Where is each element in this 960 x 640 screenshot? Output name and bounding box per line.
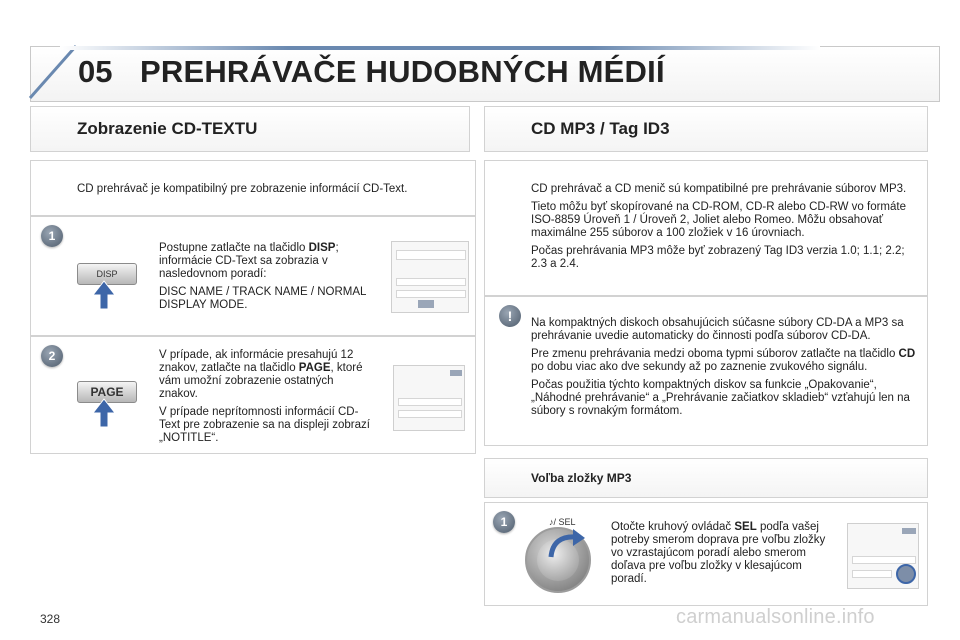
step2-text: V prípade, ak informácie presahujú 12 znakov, zatlačte na tlačidlo PAGE, ktoré vám umožní zobrazenie ostatných znakov. V prípade neprítomnosti informácií CD-Text pre zobrazenie sa na displeji zobrazí „NOTITLE“. [159, 349, 370, 444]
page-number: 328 [40, 612, 61, 626]
section-title-mp3: CD MP3 / Tag ID3 [531, 119, 670, 138]
step-number-badge: 1 [41, 225, 63, 247]
chapter-title: PREHRÁVAČE HUDOBNÝCH MÉDIÍ [140, 54, 665, 89]
intro-panel [30, 160, 476, 216]
warning-icon: ! [499, 305, 521, 327]
step1-text: Postupne zatlačte na tlačidlo DISP; informácie CD-Text sa zobrazia v nasledovnom poradí: DISC NAME / TRACK NAME / NORMAL DISPLAY MODE. [159, 242, 367, 311]
sel-knob-label: ♪/ SEL [549, 517, 576, 527]
disp-button-illustration: DISP [77, 263, 137, 285]
step2-panel [30, 336, 476, 454]
radio-panel-illustration [847, 523, 919, 589]
mp3-info-panel [484, 160, 928, 296]
mp3-info-text: CD prehrávač a CD menič sú kompatibilné pre prehrávanie súborov MP3. Tieto môžu byť skopírované na CD-ROM, CD-R alebo CD-RW vo formáte ISO-8859 Úroveň 1 / Úroveň 2, Joliet alebo Romeo. Môžu obsahovať maximálne 255 súborov a 100 zložiek v 16 úrovniach. Počas prehrávania MP3 môže byť zobrazený Tag ID3 verzia 1.0; 1.1; 2.2; 2.3 a 2.4. [531, 183, 907, 270]
header-accent-bar [60, 46, 820, 50]
press-arrow-icon [89, 397, 119, 429]
page-button-illustration: PAGE [77, 381, 137, 403]
step-number-badge: 1 [493, 511, 515, 533]
chapter-number: 05 [78, 54, 113, 89]
step1-panel [30, 216, 476, 336]
subsection-title: Voľba zložky MP3 [531, 471, 632, 485]
warning-text: Na kompaktných diskoch obsahujúcich súčasne súbory CD-DA a MP3 sa prehrávanie uvedie automaticky do činnosti podľa súborov CD-DA. Pre zmenu prehrávania medzi oboma typmi súborov zatlačte na tlačidlo CD po dobu viac ako dve sekundy až po zaznenie zvukového signálu. Počas použitia týchto kompaktných diskov sa funkcie „Opakovanie“, „Náhodné prehrávanie“ a „Prehrávanie začiatkov skladieb“ vzťahujú len na súbory s rovnakým formátom. [531, 317, 916, 417]
subsection-title-box [484, 458, 928, 498]
section-title-box-cd-text [30, 106, 470, 152]
rotate-arrow-icon [545, 527, 587, 569]
section-title-cd-text: Zobrazenie CD-TEXTU [77, 119, 258, 138]
radio-panel-illustration [393, 365, 465, 431]
folder-select-text: Otočte kruhový ovládač SEL podľa vašej potreby smerom doprava pre voľbu zložky vo vzrastajúcom poradí alebo smerom doľava pre voľbu zložky v klesajúcom poradí. [611, 521, 826, 585]
section-title-box-mp3 [484, 106, 928, 152]
press-arrow-icon [89, 279, 119, 311]
step-number-badge: 2 [41, 345, 63, 367]
watermark-text: carmanualsonline.info [676, 606, 875, 628]
radio-panel-illustration [391, 241, 469, 313]
folder-select-panel [484, 502, 928, 606]
warning-panel [484, 296, 928, 446]
intro-text: CD prehrávač je kompatibilný pre zobrazenie informácií CD-Text. [77, 183, 408, 195]
